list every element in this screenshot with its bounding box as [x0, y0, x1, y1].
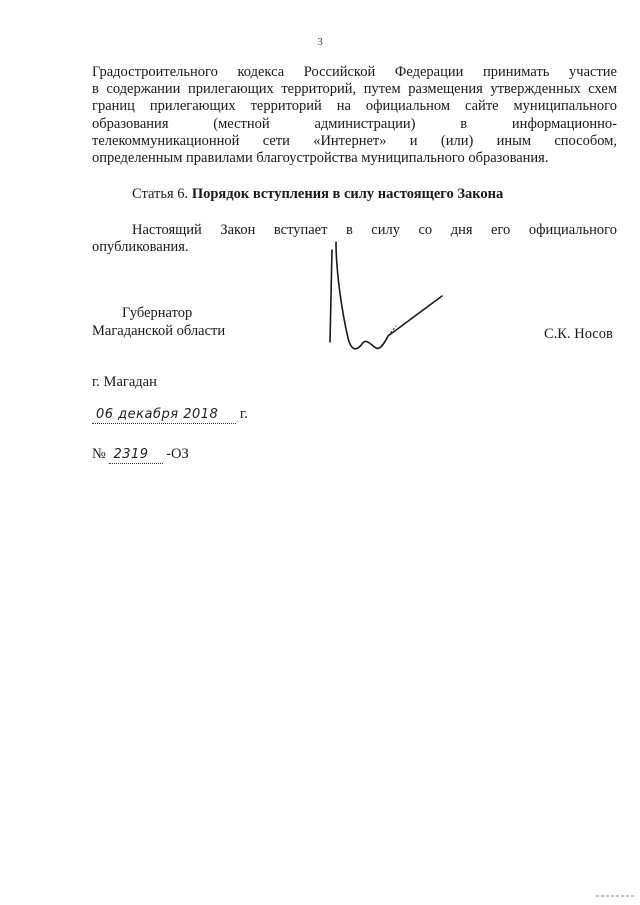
article-title: Порядок вступления в силу настоящего Закона	[191, 186, 504, 202]
paragraph-1-line: определенным правилами благоустройства муниципального образования.	[92, 150, 549, 167]
article-label: Статья 6.	[132, 186, 189, 202]
law-number	[92, 446, 189, 464]
signatory-name: С.К. Носов	[544, 326, 613, 342]
handwritten-law-number: 2319	[109, 447, 162, 464]
paragraph-1-line: границ прилегающих территорий на официальном сайте муниципального	[92, 98, 617, 115]
handwritten-date: 06 декабря 2018	[92, 407, 236, 424]
signatory-title-line1: Губернатор	[122, 305, 193, 321]
signatory-title-line2: Магаданской области	[92, 322, 226, 339]
date-line	[92, 406, 248, 424]
page-number: 3	[317, 36, 323, 48]
handwritten-signature	[318, 232, 458, 372]
law-number-prefix: №	[92, 446, 106, 462]
date-suffix: г.	[239, 406, 248, 422]
place: г. Магадан	[92, 374, 157, 390]
paragraph-1	[92, 64, 617, 167]
paragraph-2-line: Настоящий Закон вступает в силу со дня его официального	[132, 222, 617, 238]
law-number-suffix: -ОЗ	[166, 446, 189, 462]
paragraph-1-line: образования (местной администрации) в информационно-	[92, 115, 617, 132]
paragraph-1-line: телекоммуникационной сети «Интернет» и (или) иным способом,	[92, 132, 617, 149]
paragraph-1-line: Градостроительного кодекса Российской Федерации принимать участие	[92, 64, 617, 80]
article-heading	[132, 186, 503, 203]
paragraph-1-line: в содержании прилегающих территорий, путем размещения утвержденных схем	[92, 81, 617, 98]
corner-mark	[596, 893, 636, 899]
paragraph-2-line: опубликования.	[92, 239, 189, 256]
signatory-title	[92, 305, 225, 340]
